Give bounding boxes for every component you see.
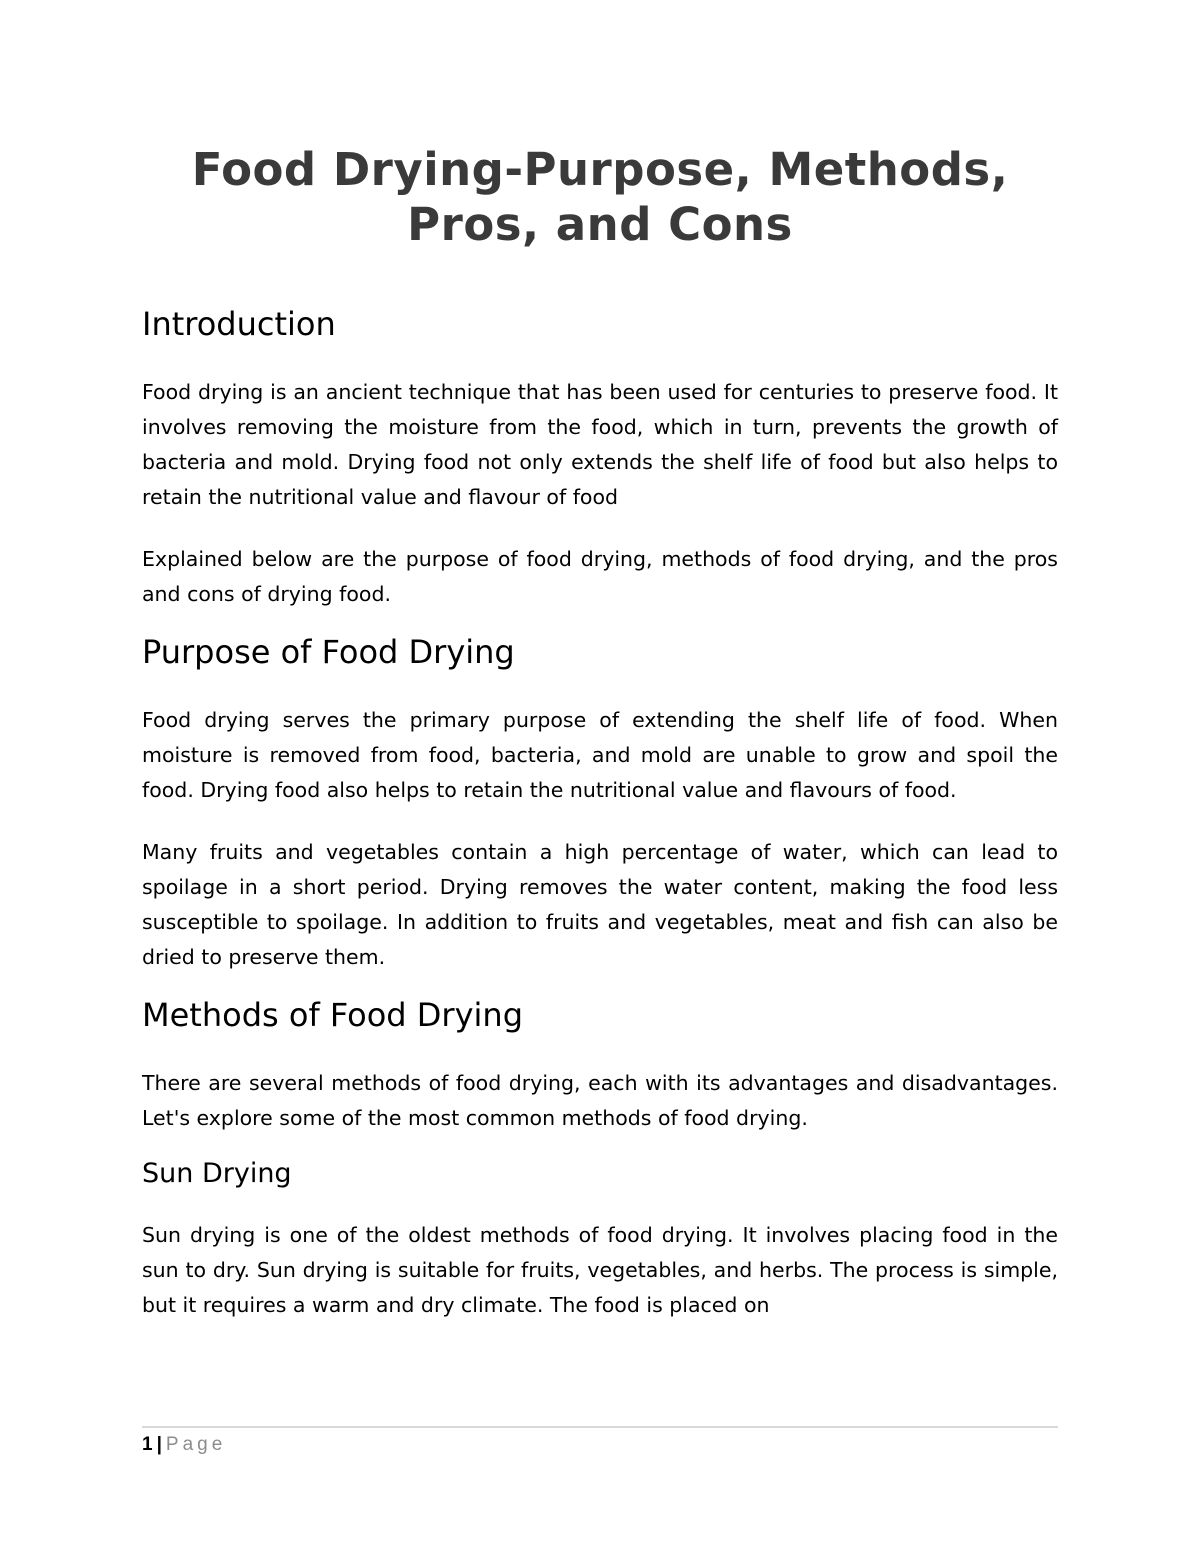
page-label: Page [165,1434,227,1455]
document-title-line-2: Pros, and Cons [407,198,793,251]
sun-drying-heading: Sun Drying [142,1158,292,1189]
purpose-paragraph-1: Food drying serves the primary purpose of extending the shelf life of food. When moisture is removed from food, bacteria, and mold are unable to grow and spoil the food. Drying food also helps to retain the nutritional value and flavours of food. [142,708,1058,802]
introduction-paragraph-1: Food drying is an ancient technique that has been used for centuries to preserve food. It involves removing the moisture from the food, which in turn, prevents the growth of bacteria and mold. Drying food not only extends the shelf life of food but also helps to retain the nutritional value and flavour of food [142,380,1058,509]
purpose-paragraph-2: Many fruits and vegetables contain a high percentage of water, which can lead to spoilage in a short period. Drying removes the water content, making the food less susceptible to spoilage. In addition to fruits and vegetables, meat and fish can also be dried to preserve them. [142,840,1058,969]
footer-separator: | [156,1434,162,1455]
document-page [142,0,1058,1553]
methods-heading: Methods of Food Drying [142,996,523,1034]
sun-drying-paragraph: Sun drying is one of the oldest methods of food drying. It involves placing food in the sun to dry. Sun drying is suitable for fruits, vegetables, and herbs. The process is simple, but it requires a warm and dry climate. The food is placed on [142,1223,1058,1317]
page-number: 1 [142,1434,153,1455]
introduction-heading: Introduction [142,305,336,343]
document-title [142,142,1058,252]
footer-divider [142,1426,1058,1428]
document-title-line-1: Food Drying-Purpose, Methods, [191,143,1009,196]
methods-paragraph-1: There are several methods of food drying, each with its advantages and disadvantages. Let's explore some of the most common methods of food drying. [142,1071,1058,1130]
document-body [142,302,1058,1323]
page-footer [142,1434,226,1456]
introduction-paragraph-2: Explained below are the purpose of food drying, methods of food drying, and the pros and cons of drying food. [142,547,1058,606]
purpose-heading: Purpose of Food Drying [142,633,515,671]
